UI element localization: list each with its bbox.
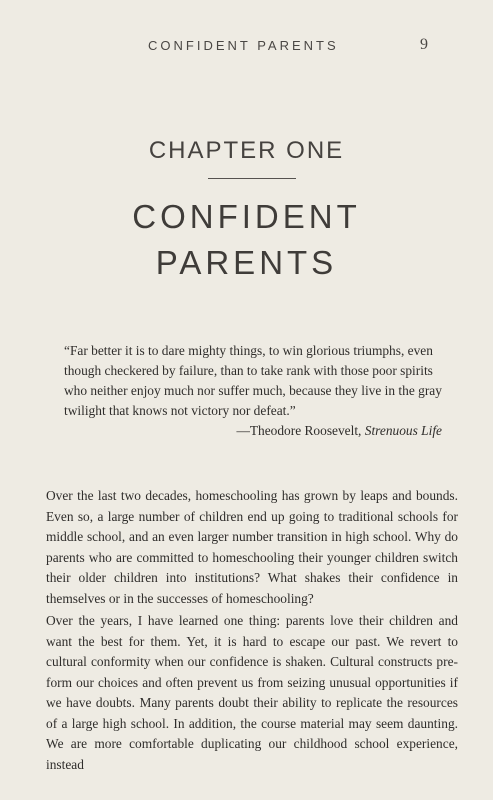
chapter-title-line-1: CONFIDENT — [132, 198, 361, 235]
chapter-title — [0, 194, 493, 286]
epigraph-quote: “Far better it is to dare mighty things, to win glorious triumphs, even though checkered by failure, than to take rank with those poor spirits who neither enjoy much nor suffer much, because they live in the gray twilight that knows not victory nor defeat.” — [64, 343, 442, 418]
chapter-label: CHAPTER ONE — [148, 137, 345, 164]
chapter-divider-rule — [208, 178, 296, 179]
epigraph — [64, 341, 442, 441]
body-text — [46, 486, 458, 777]
epigraph-author: —Theodore Roosevelt, — [236, 423, 365, 438]
body-paragraph: Over the last two decades, homeschooling has grown by leaps and bounds. Even so, a large number of children end up going to traditional schools for middle school, and an even larger number transition in high school. Why do parents who are committed to homeschooling their younger children switch their older children into institutions? What shakes their confidence in themselves or in the successes of homeschooling? — [46, 488, 458, 606]
page-number: 9 — [420, 36, 428, 53]
epigraph-attribution — [64, 421, 442, 441]
chapter-title-line-2: PARENTS — [155, 244, 338, 281]
epigraph-work-title: Strenuous Life — [364, 423, 442, 438]
body-paragraph: Over the years, I have learned one thing: parents love their children and want the best for them. Yet, it is hard to escape our past. We revert to cultural conformity when our confidence is shaken. Cultural constructs pre-form our choices and often prevent us from seizing unusual opportunities if we have doubts. Many parents doubt their ability to replicate the resources of a large high school. In addition, the course material may seem daunting. We are more comfortable duplicating our childhood school experience, instead — [46, 613, 458, 772]
running-head-title: CONFIDENT PARENTS — [148, 38, 339, 53]
